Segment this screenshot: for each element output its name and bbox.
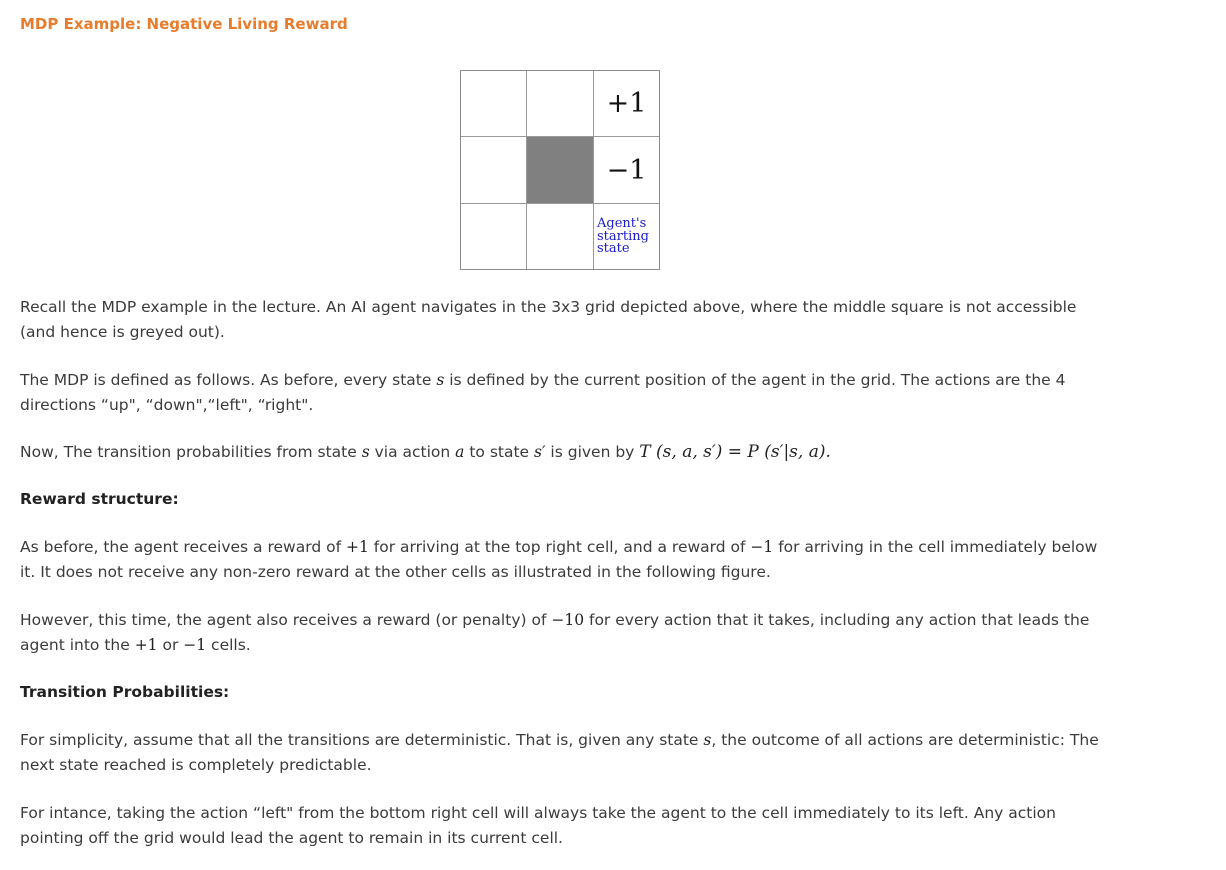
math-minus-one: −1: [183, 636, 207, 654]
math-s: s: [436, 371, 445, 389]
paragraph-deterministic: [20, 728, 1110, 778]
text-segment: Now, The transition probabilities from state: [20, 443, 362, 461]
text-segment: However, this time, the agent also receives a reward (or penalty) of: [20, 611, 552, 629]
text-segment: to state: [464, 443, 535, 461]
math-minus-ten: −10: [551, 611, 585, 629]
math-plus-one: +1: [134, 636, 158, 654]
starting-state-label: [597, 218, 649, 256]
text-segment: for arriving at the top right cell, and a reward of: [368, 538, 751, 556]
grid-cell-1-1: [461, 71, 527, 137]
start-label-line-2: starting: [597, 228, 649, 244]
text-segment: for arriving in the cell immediately below it. It does not receive any non-zero reward at the other cells as illustrated in the following figure.: [20, 538, 1098, 581]
grid-cell-blocked: [527, 137, 594, 204]
text-segment: As before, the agent receives a reward of: [20, 538, 346, 556]
paragraph-reward: [20, 535, 1110, 585]
math-s-prime: s′: [534, 443, 546, 461]
text-segment: is given by: [545, 443, 640, 461]
page-title: MDP Example: Negative Living Reward: [20, 15, 348, 33]
heading-transition-probabilities: Transition Probabilities:: [20, 683, 230, 701]
text-segment: via action: [369, 443, 456, 461]
text-segment: For simplicity, assume that all the transitions are deterministic. That is, given any state: [20, 731, 704, 749]
grid-cell-2-3: [594, 137, 659, 204]
text-segment: or: [157, 636, 184, 654]
text-segment: is defined by the current position of the agent in the grid. The actions are the 4 directions “up", “down",“left", “right".: [20, 371, 1066, 414]
paragraph-transition: [20, 440, 1110, 465]
grid-cell-1-2: [527, 71, 594, 137]
grid-cell-2-1: [461, 137, 527, 204]
start-label-line-1: Agent's: [597, 216, 647, 231]
reward-plus-one: +1: [606, 88, 647, 119]
math-transition-formula: T (s, a, s′) = P (s′|s, a).: [639, 442, 831, 462]
text-segment: , the outcome of all actions are deterministic: The next state reached is completely predictable.: [20, 731, 1099, 774]
math-plus-one: +1: [345, 538, 369, 556]
text-segment: for every action that it takes, including any action that leads the agent into the: [20, 611, 1090, 654]
grid-cell-1-3: [594, 71, 659, 137]
math-minus-one: −1: [750, 538, 774, 556]
paragraph-intro: Recall the MDP example in the lecture. An AI agent navigates in the 3x3 grid depicted above, where the middle square is not accessible (and hence is greyed out).: [20, 298, 1077, 341]
heading-reward-structure: Reward structure:: [20, 490, 179, 508]
grid-cell-3-1: [461, 204, 527, 269]
grid-cell-3-2: [527, 204, 594, 269]
paragraph-living-penalty: [20, 608, 1110, 658]
text-segment: The MDP is defined as follows. As before, every state: [20, 371, 437, 389]
paragraph-example: For intance, taking the action “left" from the bottom right cell will always take the agent to the cell immediately to its left. Any action pointing off the grid would lead the agent to remain in its current cell.: [20, 804, 1056, 847]
paragraph-mdp-definition: [20, 368, 1110, 418]
text-segment: cells.: [206, 636, 251, 654]
grid-cell-start: [594, 204, 659, 269]
math-s: s: [703, 731, 712, 749]
reward-minus-one: −1: [606, 154, 647, 186]
math-s: s: [361, 443, 370, 461]
mdp-grid: [460, 70, 660, 270]
math-a: a: [455, 443, 465, 461]
start-label-line-3: state: [597, 241, 630, 256]
